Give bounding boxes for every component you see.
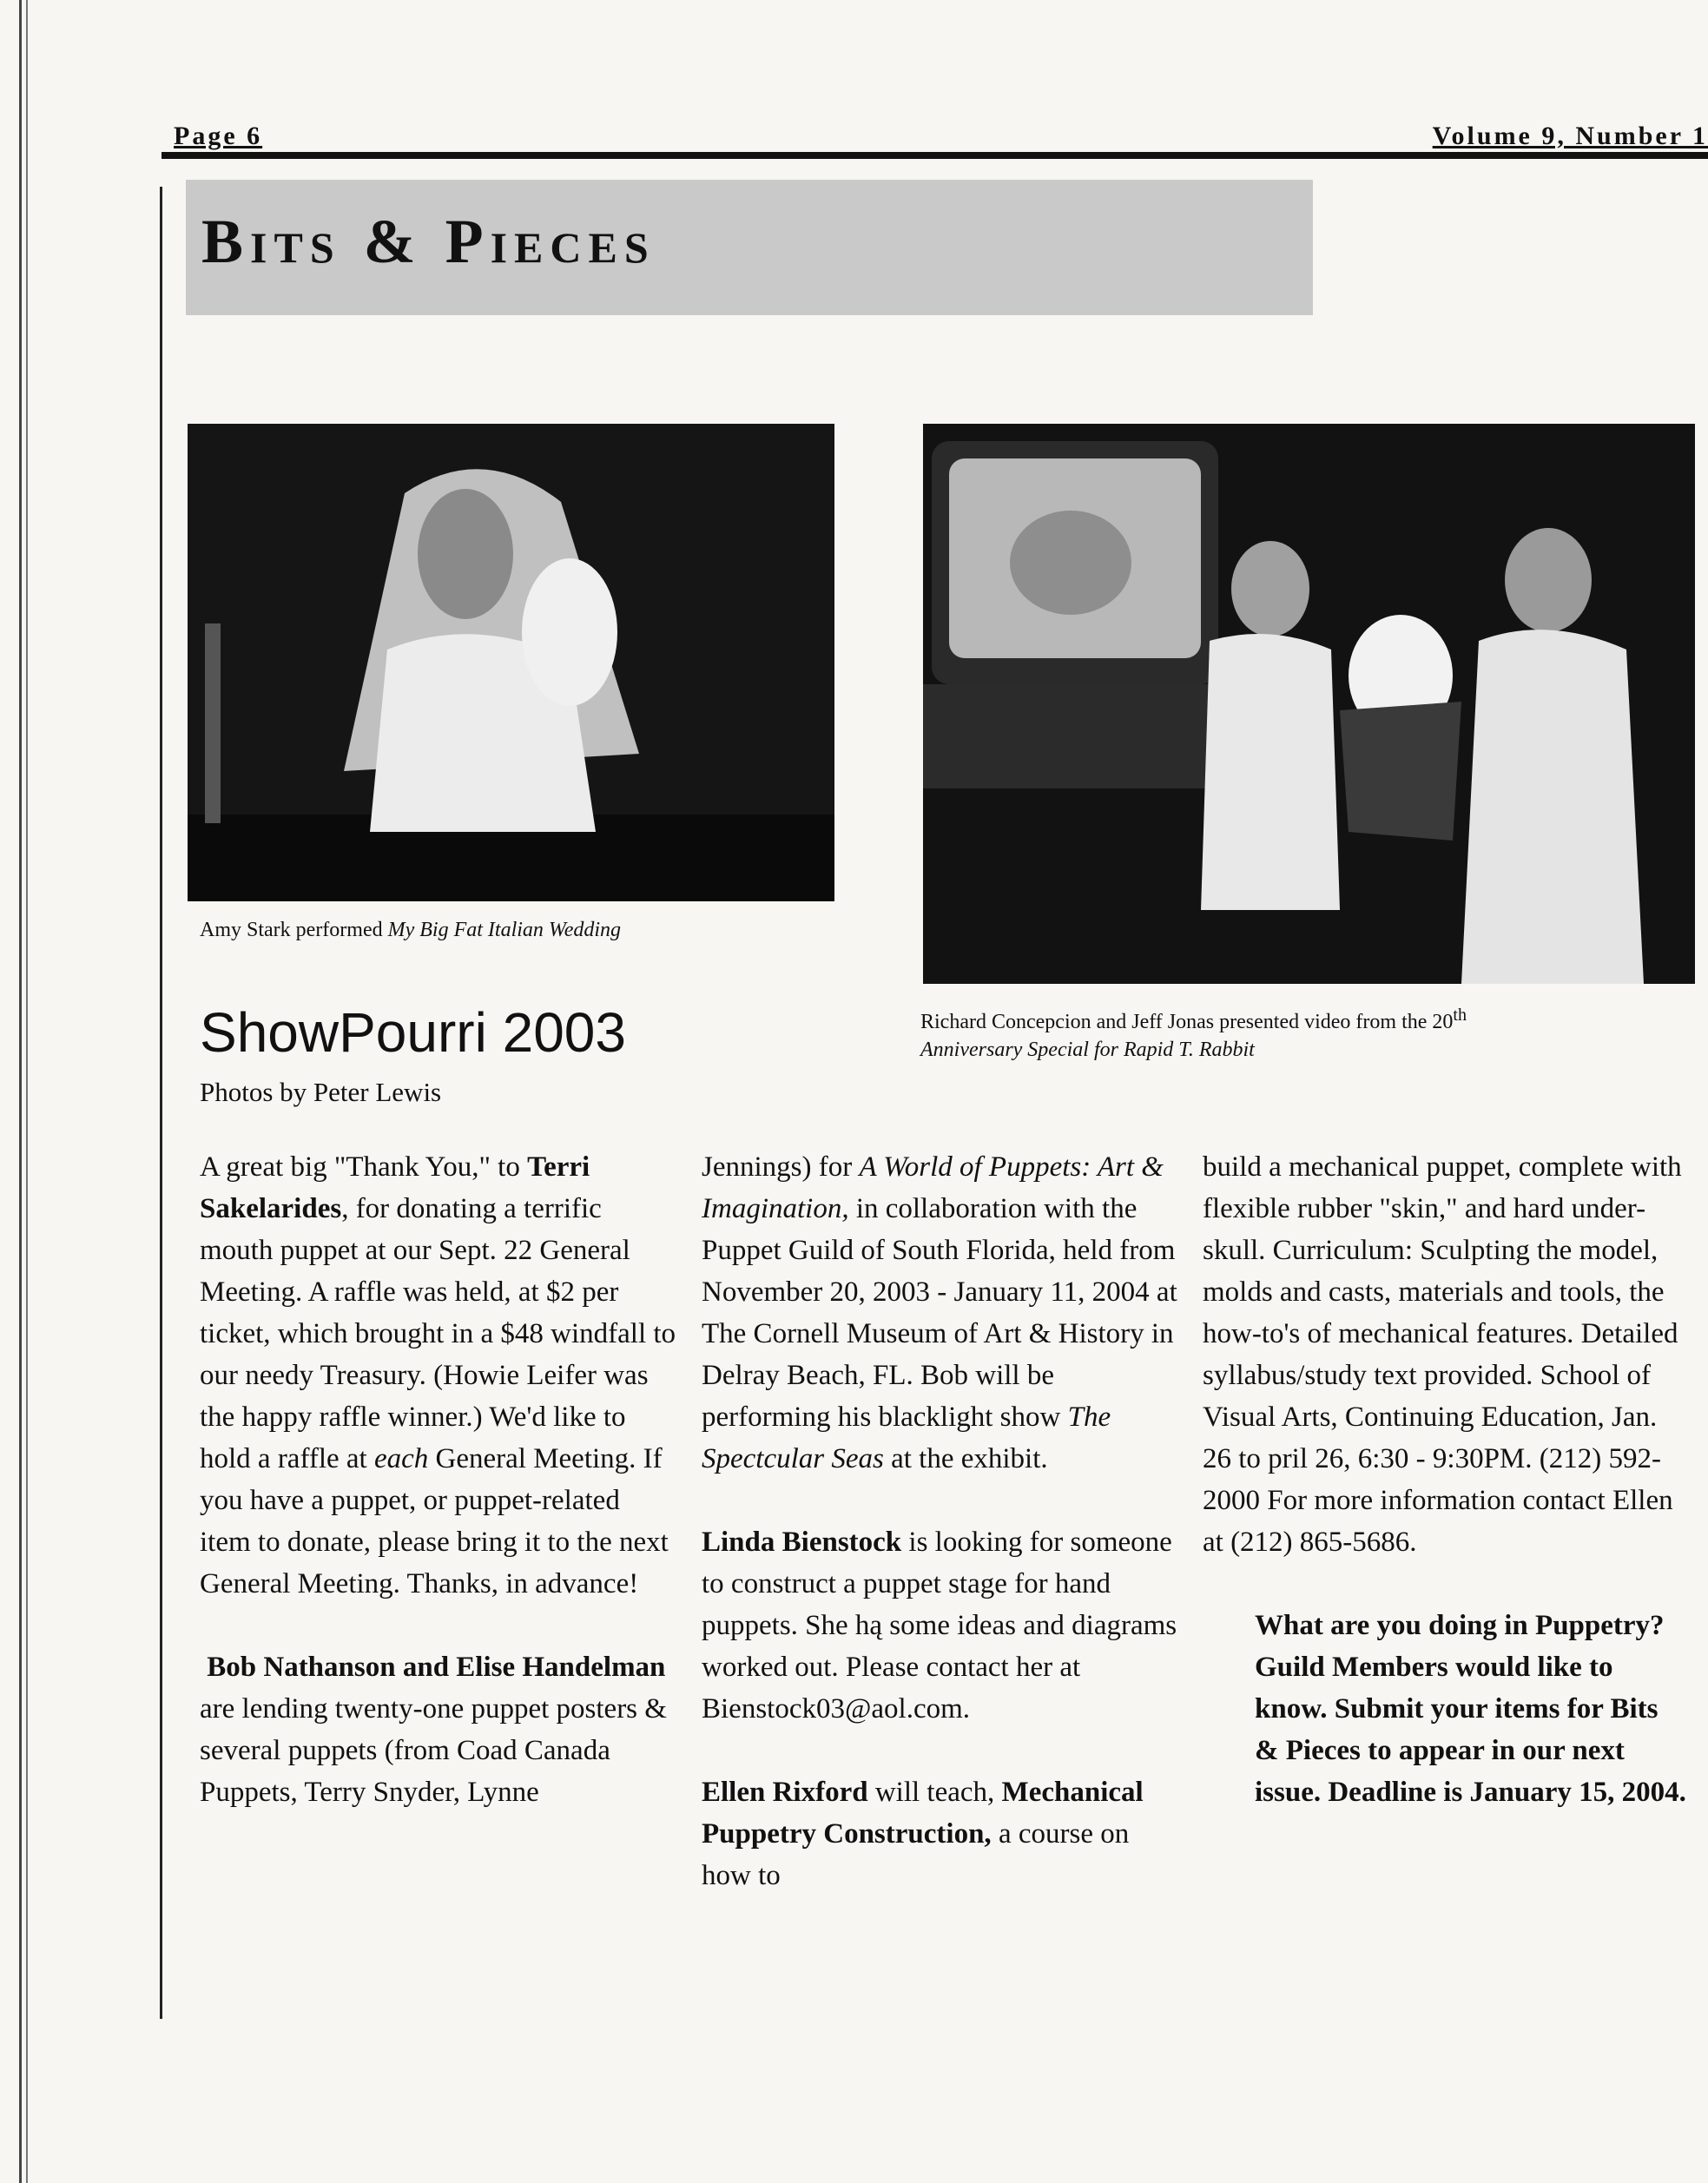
exhibit-title: A World of Puppets: Art & Imagination, xyxy=(702,1151,1164,1224)
course-title: Mechanical Puppetry Construction, xyxy=(702,1777,1144,1850)
text-run: in collaboration with the Puppet Guild of South Florida, held from November 20, 2003 - January 11, 2004 at The Cornell Museum of Art & History in Delray Beach, FL. Bob will be performing his blacklight show xyxy=(702,1193,1177,1433)
emphasis-each: each xyxy=(373,1443,429,1474)
text-run: General Meeting. If you have a puppet, or puppet-related item to donate, please bring it to the next General Meeting. Thanks, in advance! xyxy=(200,1443,669,1599)
submission-notice: What are you doing in Puppetry? Guild Members would like to know. Submit your items for Bits & Pieces to appear in our next issue. Deadline is January 15, 2004. xyxy=(1255,1610,1686,1808)
text-run: will teach, xyxy=(867,1777,1002,1808)
paragraph-course-details: build a mechanical puppet, complete with flexible rubber "skin," and hard under-skull. Curriculum: Sculpting the model, molds and casts, materials and tools, the how-to's of mechanical features. Detailed syllabus/study text provided. School of Visual Arts, Continuing Education, Jan. 26 to pril 26, 6:30 - 9:30PM. (212) 592-2000 For more information contact Ellen at (212) 865-5686. xyxy=(1203,1151,1682,1558)
text-run: is looking for someone to construct a puppet stage for hand puppets. She hą some ideas and diagrams worked out. Please contact her at Bienstock03@aol.com. xyxy=(702,1527,1177,1725)
photo-amy-stark xyxy=(188,424,834,901)
photo-concepcion-jonas-caption xyxy=(920,1001,1685,1064)
name-linda-bienstock: Linda Bienstock xyxy=(702,1527,902,1558)
article-title: ShowPourri 2003 xyxy=(200,1001,626,1064)
article-column-3 xyxy=(1203,1146,1689,1813)
photo-amy-stark-caption xyxy=(200,919,842,942)
paragraph-call-for-submissions xyxy=(1203,1605,1689,1813)
text-run: A great big "Thank You," to xyxy=(200,1151,528,1183)
name-ellen-rixford: Ellen Rixford xyxy=(702,1777,868,1808)
name-nathanson-handelman: Bob Nathanson and Elise Handelman xyxy=(207,1652,666,1683)
text-run: Jennings) for xyxy=(702,1151,860,1183)
volume-number: Volume 9, Number 1 xyxy=(1432,122,1708,150)
paragraph-world-of-puppets xyxy=(702,1146,1179,1480)
paragraph-ellen-rixford xyxy=(702,1771,1179,1896)
text-run: , for donating a terrific mouth puppet at our Sept. 22 General Meeting. A raffle was held, at $2 per ticket, which brought in a $48 windfall to our needy Treasury. (Howie Leifer was the happy raffle winner.) We'd like to hold a raffle at xyxy=(200,1193,676,1474)
section-title: Bits & Pieces xyxy=(201,207,656,276)
text-run: are lending twenty-one puppet posters & several puppets (from Coad Canada Puppets, Terry Snyder, Lynne xyxy=(200,1693,667,1808)
page-header xyxy=(174,122,1708,156)
paragraph-thank-you xyxy=(200,1146,677,1605)
section-banner xyxy=(186,180,1313,315)
text-run: a course on how to xyxy=(702,1818,1130,1891)
caption-text: Richard Concepcion and Jeff Jonas presented video from the 20 xyxy=(920,1011,1454,1033)
photo-concepcion-jonas-image xyxy=(923,424,1695,984)
caption-superscript: th xyxy=(1453,1006,1467,1025)
article-column-1 xyxy=(200,1146,677,1813)
photo-concepcion-jonas xyxy=(923,424,1695,984)
photo-amy-stark-image xyxy=(188,424,834,901)
page-number: Page 6 xyxy=(174,122,263,150)
show-title: The Spectcular Seas xyxy=(702,1401,1111,1474)
caption-show-title: My Big Fat Italian Wedding xyxy=(387,919,622,941)
name-terri-sakelarides: Terri Sakelarides xyxy=(200,1151,590,1224)
article-byline: Photos by Peter Lewis xyxy=(200,1077,442,1107)
binding-edge xyxy=(19,0,31,2183)
left-column-rule xyxy=(160,187,162,2019)
header-rule xyxy=(162,152,1708,159)
paragraph-nathanson-handelman xyxy=(200,1646,677,1813)
caption-show-title: Anniversary Special for Rapid T. Rabbit xyxy=(920,1039,1255,1061)
text-run: at the exhibit. xyxy=(883,1443,1048,1474)
article-column-2 xyxy=(702,1146,1179,1896)
paragraph-linda-bienstock xyxy=(702,1521,1179,1730)
caption-text: Amy Stark performed xyxy=(200,919,388,941)
